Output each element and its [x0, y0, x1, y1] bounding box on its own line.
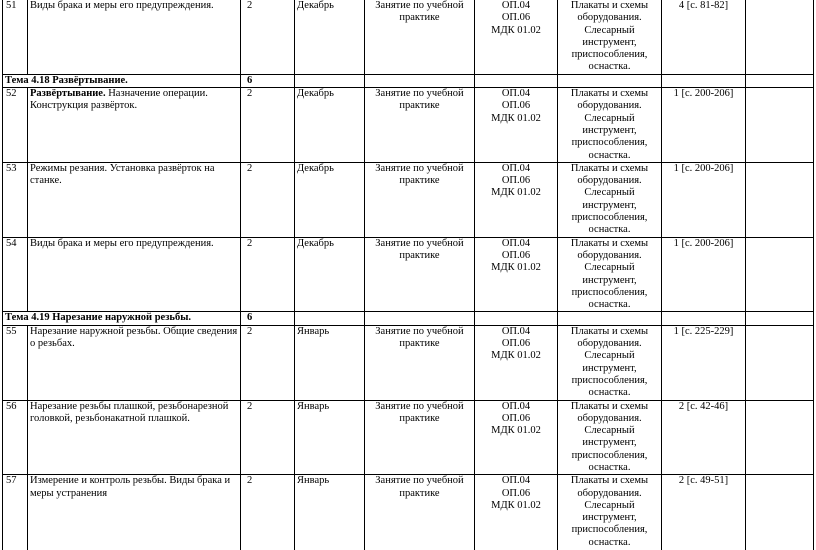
lesson-month: Декабрь: [295, 162, 365, 237]
lesson-equipment: Плакаты и схемы оборудования. Слесарный инструмент, приспособления, оснастка.: [558, 237, 662, 312]
code-item: МДК 01.02: [491, 187, 541, 199]
lesson-codes: [475, 325, 558, 400]
cell-empty: [746, 400, 814, 475]
lesson-title: Развёртывание.: [30, 88, 106, 100]
lesson-type: Занятие по учебной практике: [365, 88, 475, 163]
topic-label: Тема 4.18 Развёртывание.: [3, 74, 241, 87]
code-item: ОП.04: [501, 400, 531, 412]
lesson-topic: [28, 325, 241, 400]
code-item: ОП.06: [501, 12, 531, 24]
cell-empty: [662, 312, 746, 325]
cell-empty: [365, 74, 475, 87]
lesson-type: Занятие по учебной практике: [365, 237, 475, 312]
lesson-codes: [475, 88, 558, 163]
cell-empty: [365, 312, 475, 325]
cell-empty: [746, 0, 814, 74]
lesson-topic-text: Режимы резания. Установка развёрток на станке.: [30, 162, 215, 187]
lesson-codes: [475, 237, 558, 312]
cell-empty: [746, 162, 814, 237]
table-row: [3, 88, 814, 163]
lesson-type: Занятие по учебной практике: [365, 162, 475, 237]
lesson-hours: 2: [241, 162, 295, 237]
lesson-codes: [475, 400, 558, 475]
lesson-month: Январь: [295, 325, 365, 400]
table-row: [3, 162, 814, 237]
lesson-reference: 1 [с. 200-206]: [662, 88, 746, 163]
lesson-topic: [28, 237, 241, 312]
lesson-type: Занятие по учебной практике: [365, 475, 475, 550]
code-item: ОП.06: [501, 412, 531, 424]
table-body: [3, 0, 814, 550]
cell-empty: [475, 74, 558, 87]
lesson-hours: 2: [241, 237, 295, 312]
topic-row: [3, 74, 814, 87]
lesson-type: Занятие по учебной практике: [365, 325, 475, 400]
code-item: МДК 01.02: [491, 262, 541, 274]
code-item: ОП.06: [501, 249, 531, 261]
lesson-equipment: Плакаты и схемы оборудования. Слесарный инструмент, приспособления, оснастка.: [558, 0, 662, 74]
topic-label: Тема 4.19 Нарезание наружной резьбы.: [3, 312, 241, 325]
lesson-topic: [28, 0, 241, 74]
lesson-topic-text: Виды брака и меры его предупреждения.: [30, 0, 214, 11]
lesson-number: 55: [3, 325, 28, 400]
cell-empty: [662, 74, 746, 87]
code-item: МДК 01.02: [491, 24, 541, 36]
cell-empty: [746, 237, 814, 312]
cell-empty: [746, 312, 814, 325]
lesson-topic: [28, 400, 241, 475]
code-item: ОП.06: [501, 175, 531, 187]
lesson-equipment: Плакаты и схемы оборудования. Слесарный инструмент, приспособления, оснастка.: [558, 88, 662, 163]
topic-hours: 6: [241, 74, 295, 87]
lesson-month: Декабрь: [295, 0, 365, 74]
lesson-topic-text: Назначение операции. Конструкция развёрток.: [30, 88, 208, 112]
lesson-hours: 2: [241, 325, 295, 400]
lesson-equipment: Плакаты и схемы оборудования. Слесарный инструмент, приспособления, оснастка.: [558, 162, 662, 237]
lesson-equipment: Плакаты и схемы оборудования. Слесарный инструмент, приспособления, оснастка.: [558, 475, 662, 550]
cell-empty: [558, 312, 662, 325]
table-row: [3, 237, 814, 312]
lesson-number: 56: [3, 400, 28, 475]
table-row: [3, 0, 814, 74]
code-item: МДК 01.02: [491, 499, 541, 511]
lesson-month: Январь: [295, 475, 365, 550]
cell-empty: [746, 475, 814, 550]
code-item: ОП.04: [501, 88, 531, 100]
lesson-month: Декабрь: [295, 88, 365, 163]
cell-empty: [746, 74, 814, 87]
lesson-number: 52: [3, 88, 28, 163]
lesson-codes: [475, 0, 558, 74]
lesson-topic: [28, 88, 241, 163]
topic-hours: 6: [241, 312, 295, 325]
table-row: [3, 475, 814, 550]
cell-empty: [475, 312, 558, 325]
lesson-reference: 1 [с. 200-206]: [662, 162, 746, 237]
lesson-reference: 4 [с. 81-82]: [662, 0, 746, 74]
code-item: МДК 01.02: [491, 425, 541, 437]
code-item: ОП.04: [501, 475, 531, 487]
code-item: МДК 01.02: [491, 350, 541, 362]
lesson-month: Январь: [295, 400, 365, 475]
lesson-topic-text: Нарезание резьбы плашкой, резьбонарезной головкой, резьбонакатной плашкой.: [30, 400, 229, 424]
lesson-topic-text: Измерение и контроль резьбы. Виды брака и меры устранения: [30, 475, 231, 499]
code-item: ОП.06: [501, 487, 531, 499]
code-item: ОП.06: [501, 100, 531, 112]
topic-row: [3, 312, 814, 325]
lesson-type: Занятие по учебной практике: [365, 400, 475, 475]
lesson-number: 54: [3, 237, 28, 312]
lesson-codes: [475, 162, 558, 237]
cell-empty: [746, 88, 814, 163]
lesson-reference: 2 [с. 49-51]: [662, 475, 746, 550]
cell-empty: [295, 312, 365, 325]
lesson-hours: 2: [241, 0, 295, 74]
lesson-equipment: Плакаты и схемы оборудования. Слесарный инструмент, приспособления, оснастка.: [558, 325, 662, 400]
code-item: ОП.04: [501, 0, 531, 11]
lesson-reference: 2 [с. 42-46]: [662, 400, 746, 475]
cell-empty: [746, 325, 814, 400]
code-item: ОП.04: [501, 325, 531, 337]
cell-empty: [295, 74, 365, 87]
code-item: ОП.04: [501, 237, 531, 249]
code-item: ОП.04: [501, 162, 531, 174]
lesson-hours: 2: [241, 400, 295, 475]
lesson-number: 57: [3, 475, 28, 550]
lesson-equipment: Плакаты и схемы оборудования. Слесарный инструмент, приспособления, оснастка.: [558, 400, 662, 475]
table-row: [3, 400, 814, 475]
lesson-reference: 1 [с. 225-229]: [662, 325, 746, 400]
curriculum-table: [2, 0, 814, 550]
table-row: [3, 325, 814, 400]
cell-empty: [558, 74, 662, 87]
lesson-topic-text: Нарезание наружной резьбы. Общие сведения о резьбах.: [30, 325, 238, 350]
code-item: ОП.06: [501, 338, 531, 350]
code-item: МДК 01.02: [491, 112, 541, 124]
lesson-hours: 2: [241, 475, 295, 550]
lesson-topic: [28, 162, 241, 237]
lesson-hours: 2: [241, 88, 295, 163]
lesson-type: Занятие по учебной практике: [365, 0, 475, 74]
lesson-codes: [475, 475, 558, 550]
lesson-reference: 1 [с. 200-206]: [662, 237, 746, 312]
lesson-number: 51: [3, 0, 28, 74]
lesson-month: Декабрь: [295, 237, 365, 312]
lesson-number: 53: [3, 162, 28, 237]
lesson-topic-text: Виды брака и меры его предупреждения.: [30, 237, 214, 249]
lesson-topic: [28, 475, 241, 550]
